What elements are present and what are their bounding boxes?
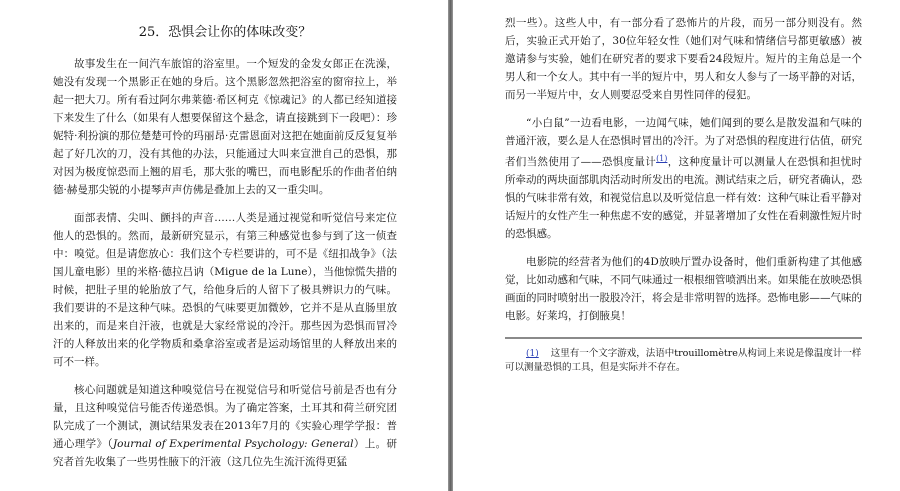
footnote-reference-link[interactable]: (1) (656, 154, 668, 163)
paragraph-4 (505, 114, 862, 243)
chapter-title: 25．恐惧会让你的体味改变？ (138, 25, 312, 40)
paragraph-4-part-a: “小白鼠”一边看电影，一边闻气味，她们闻到的要么是散发温和气味的普通汗液，要么是人在恐惧时冒出的冷汗。为了对恐惧的程度进行估值，研究者们当然使用了——恐惧度量计 (505, 117, 862, 168)
paragraph-3-part-a: 核心问题就是知道这种嗅觉信号在视觉信号和听觉信号前是否也有分量，且这种嗅觉信号能否传递恐惧。为了确定答案，土耳其和荷兰研究团队完成了一个测试，测试结果发表在2013年7月的《实验心理学学报：普通心理学》（ (53, 384, 397, 450)
paragraph-3 (53, 381, 397, 471)
paragraph-1: 故事发生在一间汽车旅馆的浴室里。一个短发的金发女郎正在洗澡，她没有发现一个黑影正在她的身后。这个黑影忽然把浴室的窗帘拉上，举起一把大刀。所有看过阿尔弗莱德·希区柯克《惊魂记》的人都已经知道接下来发生了什么（如果有人想要保留这个悬念，请直接跳到下一段吧）：珍妮特·利扮演的那位楚楚可怜的玛丽昂·克雷恩面对这把在她面前反反复复举起了好几次的刀，没有其他的办法，只能通过大叫来宣泄自己的恐惧，那对因为极度惊恐而上翘的眉毛，那大张的嘴巴，而电影配乐的作曲者伯纳德·赫曼那尖锐的小提琴声声仿佛是叠加上去的又一重尖叫。 (53, 58, 397, 196)
paragraph-3-part-b: ）上。研究者首先收集了一些男性腋下的汗液（这几位先生流汗流得更猛 (53, 438, 398, 468)
page-divider (448, 0, 453, 491)
right-page (455, 0, 900, 491)
footnote (505, 347, 862, 374)
paragraph-2: 面部表情、尖叫、颤抖的声音……人类是通过视觉和听觉信号来定位他人的恐惧的。然而，最新研究显示，有第三种感觉也参与到了这一侦查中：嗅觉。但是请您放心：我们这个专栏要讲的，可不是《纽扣战争》（法国儿童电影）里的米格·德拉吕讷（Migue de la Lune），当他惊慌失措的时候，把肚子里的轮胎放了气，给他身后的人留下了极具辨识力的气味。我们要讲的不是这种气味。恐惧的气味要更加微妙，它并不是从直肠里放出来的，而是来自汗液，也就是大家经常说的冷汗。那些因为恐惧而冒冷汗的人释放出来的化学物质和桑拿浴室或者是运动场馆里的人释放出来的可不一样。 (53, 212, 397, 368)
paragraph-continued: 烈一些）。这些人中，有一部分看了恐怖片的片段，而另一部分则没有。然后，实验正式开始了，30位年轻女性（她们对气味和情绪信号都更敏感）被邀请参与实验，她们在研究者的要求下要看24段短片。短片的主角总是一个男人和一个女人。其中有一半的短片中，男人和女人参与了一场平静的对话，而另一半短片中，女人则要忍受来自男性同伴的侵犯。 (505, 17, 862, 101)
footnote-text: 这里有一个文字游戏，法语中trouillomètre从构词上来说是像温度计一样可以测量恐惧的工具，但是实际并不存在。 (505, 348, 862, 373)
footnote-separator (505, 337, 862, 339)
paragraph-5: 电影院的经营者为他们的4D放映厅置办设备时，他们重新构建了其他感觉，比如动感和气味，不同气味通过一根根细管喷洒出来。如果能在放映恐惧画面的同时喷射出一股股冷汗，将会是非常明智的选择。恐怖电影——气味的电影。好莱坞，打倒腋臭！ (505, 256, 862, 322)
footnote-number-link[interactable]: (1) (526, 349, 539, 359)
paragraph-4-part-b: ，这种度量计可以测量人在恐惧和担忧时所牵动的两块面部肌肉活动时所发出的电流。测试结束之后，研究者确认，恐惧的气味非常有效，和视觉信息以及听觉信息一样有效：这种气味让看平静对话短片的女性产生一种焦虑不安的感觉，并显著增加了女性在看刺激性短片时的恐惧感。 (505, 156, 863, 240)
journal-title: Journal of Experimental Psychology: General (112, 438, 354, 450)
